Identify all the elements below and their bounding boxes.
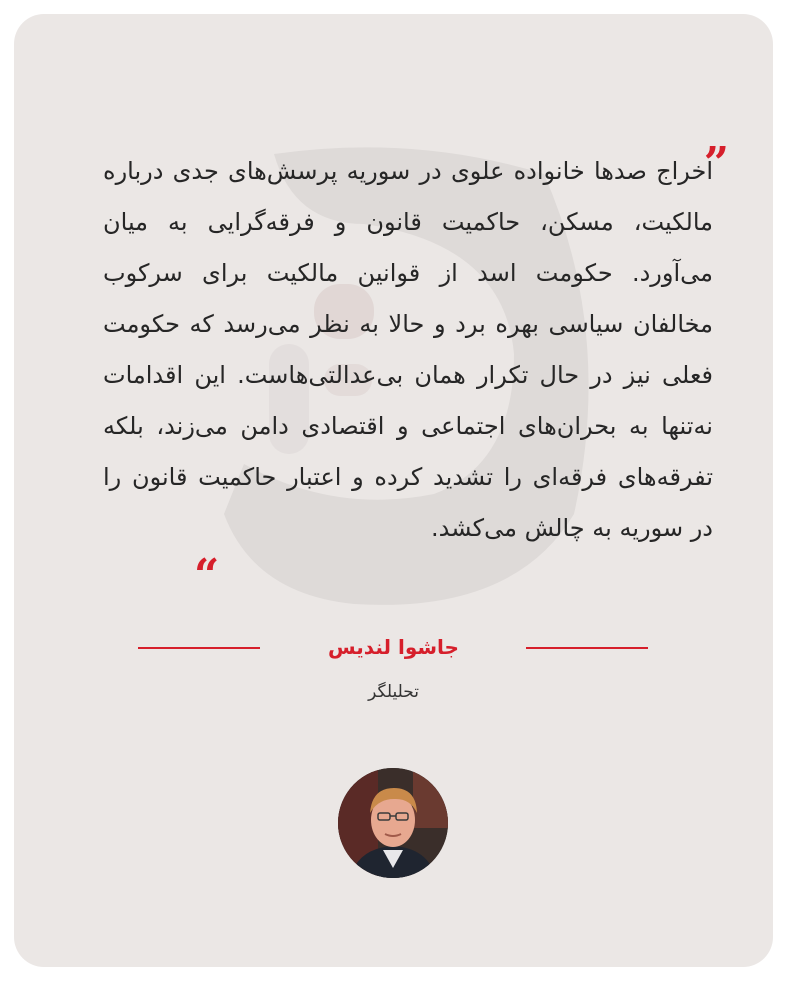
avatar-portrait bbox=[338, 768, 448, 878]
author-row bbox=[14, 632, 773, 662]
quote-text: اخراج صدها خانواده علوی در سوریه پرسش‌های جدی درباره مالکیت، مسکن، حاکمیت قانون و فرقه‌گرایی به میان می‌آورد. حکومت اسد از قوانین مالکیت برای سرکوب مخالفان سیاسی بهره برد و حالا به نظر می‌رسد که حکومت فعلی نیز در حال تکرار همان بی‌عدالتی‌هاست. این اقدامات نه‌تنها به بحران‌های اجتماعی و اقتصادی دامن می‌زند، بلکه تفرقه‌های فرقه‌ای را تشدید کرده و اعتبار حاکمیت قانون را در سوریه به چالش می‌کشد. bbox=[103, 157, 713, 542]
quote-open-icon: ” bbox=[703, 138, 729, 189]
quote-card bbox=[14, 14, 773, 967]
author-name: جاشوا لندیس bbox=[328, 635, 459, 659]
divider-right bbox=[526, 647, 648, 649]
quote-close-icon: “ bbox=[194, 550, 220, 601]
avatar bbox=[338, 768, 448, 878]
author-role: تحلیلگر bbox=[368, 682, 419, 702]
